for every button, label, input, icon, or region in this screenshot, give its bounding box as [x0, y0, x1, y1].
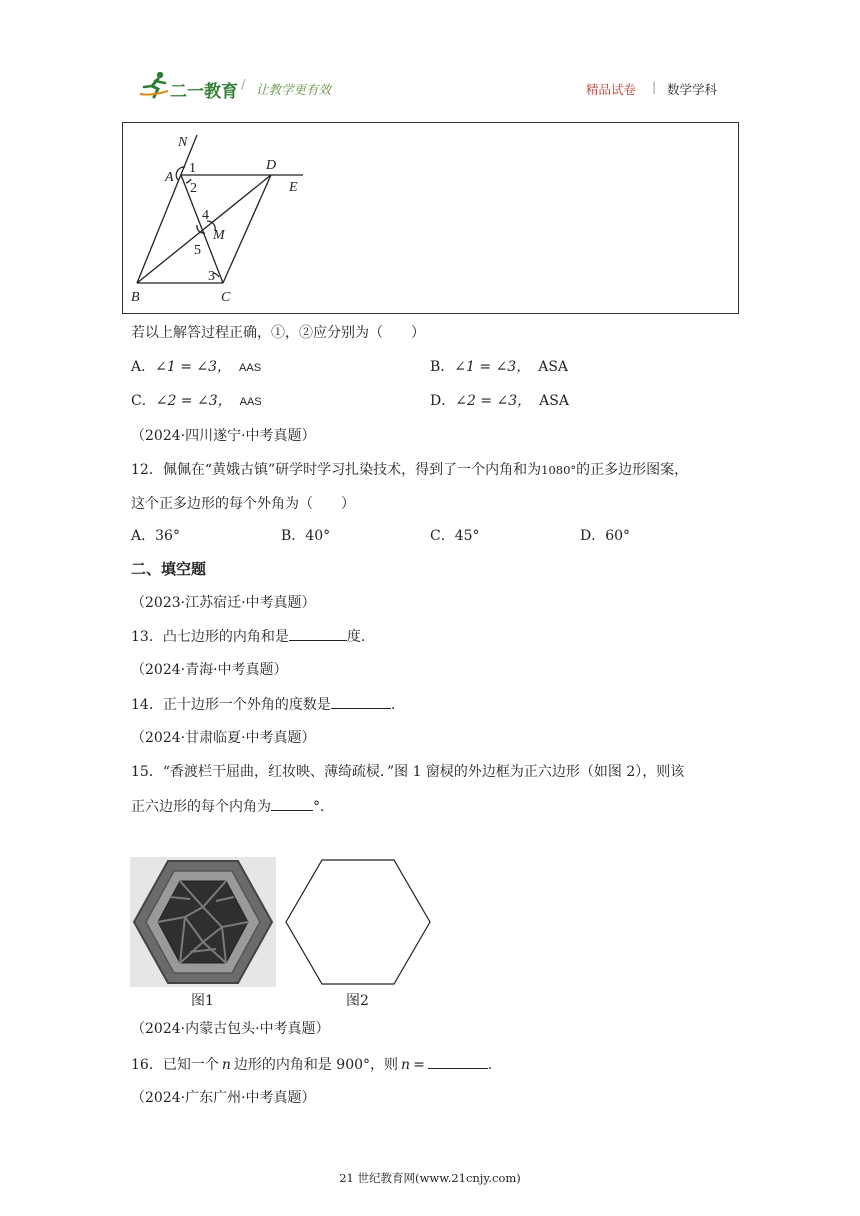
label-E: E: [289, 180, 298, 195]
answer-blank[interactable]: [289, 626, 347, 641]
q16-text-c: .: [487, 1057, 493, 1073]
q11-option-b[interactable]: [430, 357, 568, 377]
option-method: ASA: [538, 359, 569, 375]
q15-text-b: °．: [313, 799, 334, 815]
q16-text-a: 16．已知一个: [131, 1057, 219, 1073]
angle-label-3: 3: [208, 269, 215, 284]
q15-text-a: 正六边形的每个内角为: [131, 799, 271, 815]
header: [0, 0, 860, 110]
header-right-separator: |: [652, 79, 657, 94]
q11-option-d[interactable]: [430, 391, 569, 411]
option-label: B．: [430, 359, 455, 375]
angle-label-4: 4: [202, 208, 209, 223]
option-label: C．: [430, 528, 455, 544]
option-method: AAS: [239, 362, 262, 374]
angle-label-1: 1: [189, 161, 196, 176]
q12-line-2: 这个正多边形的每个外角为（ ）: [131, 496, 355, 512]
label-M: M: [213, 228, 225, 243]
option-label: D．: [430, 393, 456, 409]
regular-hexagon-diagram: [282, 857, 434, 987]
logo-text: 二一教育: [170, 82, 238, 102]
option-label: A．: [131, 528, 156, 544]
q13-question: [131, 626, 365, 647]
answer-blank[interactable]: [331, 694, 391, 709]
q12-text-b: 的正多边形图案，: [576, 462, 689, 478]
figure-2-label: 图2: [346, 993, 369, 1009]
q12-option-d[interactable]: [580, 526, 630, 546]
header-label-premium: 精品试卷: [586, 82, 637, 97]
answer-blank[interactable]: [271, 796, 313, 811]
q15-line-2: [131, 796, 334, 817]
page-footer: 21 世纪教育网(www.21cnjy.com): [339, 1171, 521, 1185]
option-label: C．: [131, 393, 156, 409]
q14-question: [131, 694, 395, 715]
option-text: 60°: [605, 528, 631, 544]
q11-option-a[interactable]: [131, 357, 261, 378]
option-label: D．: [580, 528, 606, 544]
angle-label-2: 2: [190, 181, 197, 196]
q12-text-a: 12．佩佩在“黄娥古镇”研学时学习扎染技术，得到了一个内角和为: [131, 462, 542, 478]
option-method: AAS: [239, 396, 262, 408]
option-text: 36°: [155, 528, 180, 544]
option-method: ASA: [539, 393, 569, 409]
header-slogan: 让教学更有效: [256, 82, 332, 97]
q12-line-1: [131, 460, 688, 480]
q17-source: （2024·广东广州·中考真题）: [131, 1090, 316, 1106]
answer-blank[interactable]: [428, 1054, 488, 1069]
q15-line-1: 15．“香渡栏干屈曲，红妆映、薄绮疏棂．”图 1 窗棂的外边框为正六边形（如图 2），则该: [131, 764, 685, 780]
q11-option-c[interactable]: [131, 391, 262, 412]
label-A: A: [165, 170, 174, 185]
header-label-subject: 数学学科: [667, 82, 718, 97]
q16-question: [131, 1054, 492, 1075]
option-label: A．: [131, 359, 156, 375]
label-B: B: [131, 290, 140, 305]
q12-option-c[interactable]: [430, 526, 480, 546]
window-lattice-photo: [130, 857, 276, 987]
q11-prompt: 若以上解答过程正确，①，②应分别为（ ）: [131, 325, 425, 341]
hexagon-window-image: [130, 857, 276, 987]
q16-source: （2024·内蒙古包头·中考真题）: [131, 1021, 330, 1037]
figure-box: [122, 122, 739, 314]
q16-var2: n: [401, 1057, 411, 1073]
label-C: C: [221, 290, 231, 305]
header-divider: /: [241, 78, 246, 93]
q16-var: n: [221, 1057, 231, 1073]
section-title: 二、填空题: [131, 560, 207, 578]
option-text: 40°: [305, 528, 331, 544]
q14-source: （2024·青海·中考真题）: [131, 662, 288, 678]
label-N: N: [178, 135, 188, 150]
q16-text-b: 边形的内角和是 900°，则: [233, 1057, 399, 1073]
figure-1-label: 图1: [191, 993, 214, 1009]
option-text: 45°: [454, 528, 480, 544]
q14-text-b: .: [390, 697, 396, 713]
q15-source: （2024·甘肃临夏·中考真题）: [131, 730, 316, 746]
q12-option-a[interactable]: [131, 526, 180, 546]
option-text: ∠2 = ∠3，: [155, 393, 232, 409]
option-text: ∠2 = ∠3，: [455, 393, 532, 409]
q12-number: 1080°: [541, 463, 577, 477]
option-text: ∠1 = ∠3，: [155, 359, 232, 375]
q13-source: （2023·江苏宿迁·中考真题）: [131, 595, 316, 611]
option-label: B．: [281, 528, 306, 544]
geometry-figure: [123, 123, 738, 313]
angle-label-5: 5: [194, 243, 201, 258]
q12-option-b[interactable]: [281, 526, 330, 546]
runner-logo-icon: [138, 70, 170, 100]
q13-text-b: 度.: [346, 629, 366, 645]
option-text: ∠1 = ∠3，: [454, 359, 531, 375]
q16-eq: =: [413, 1057, 425, 1073]
q13-text-a: 13．凸七边形的内角和是: [131, 629, 289, 645]
q12-source: （2024·四川遂宁·中考真题）: [131, 428, 316, 444]
label-D: D: [266, 158, 277, 173]
q14-text-a: 14．正十边形一个外角的度数是: [131, 697, 331, 713]
